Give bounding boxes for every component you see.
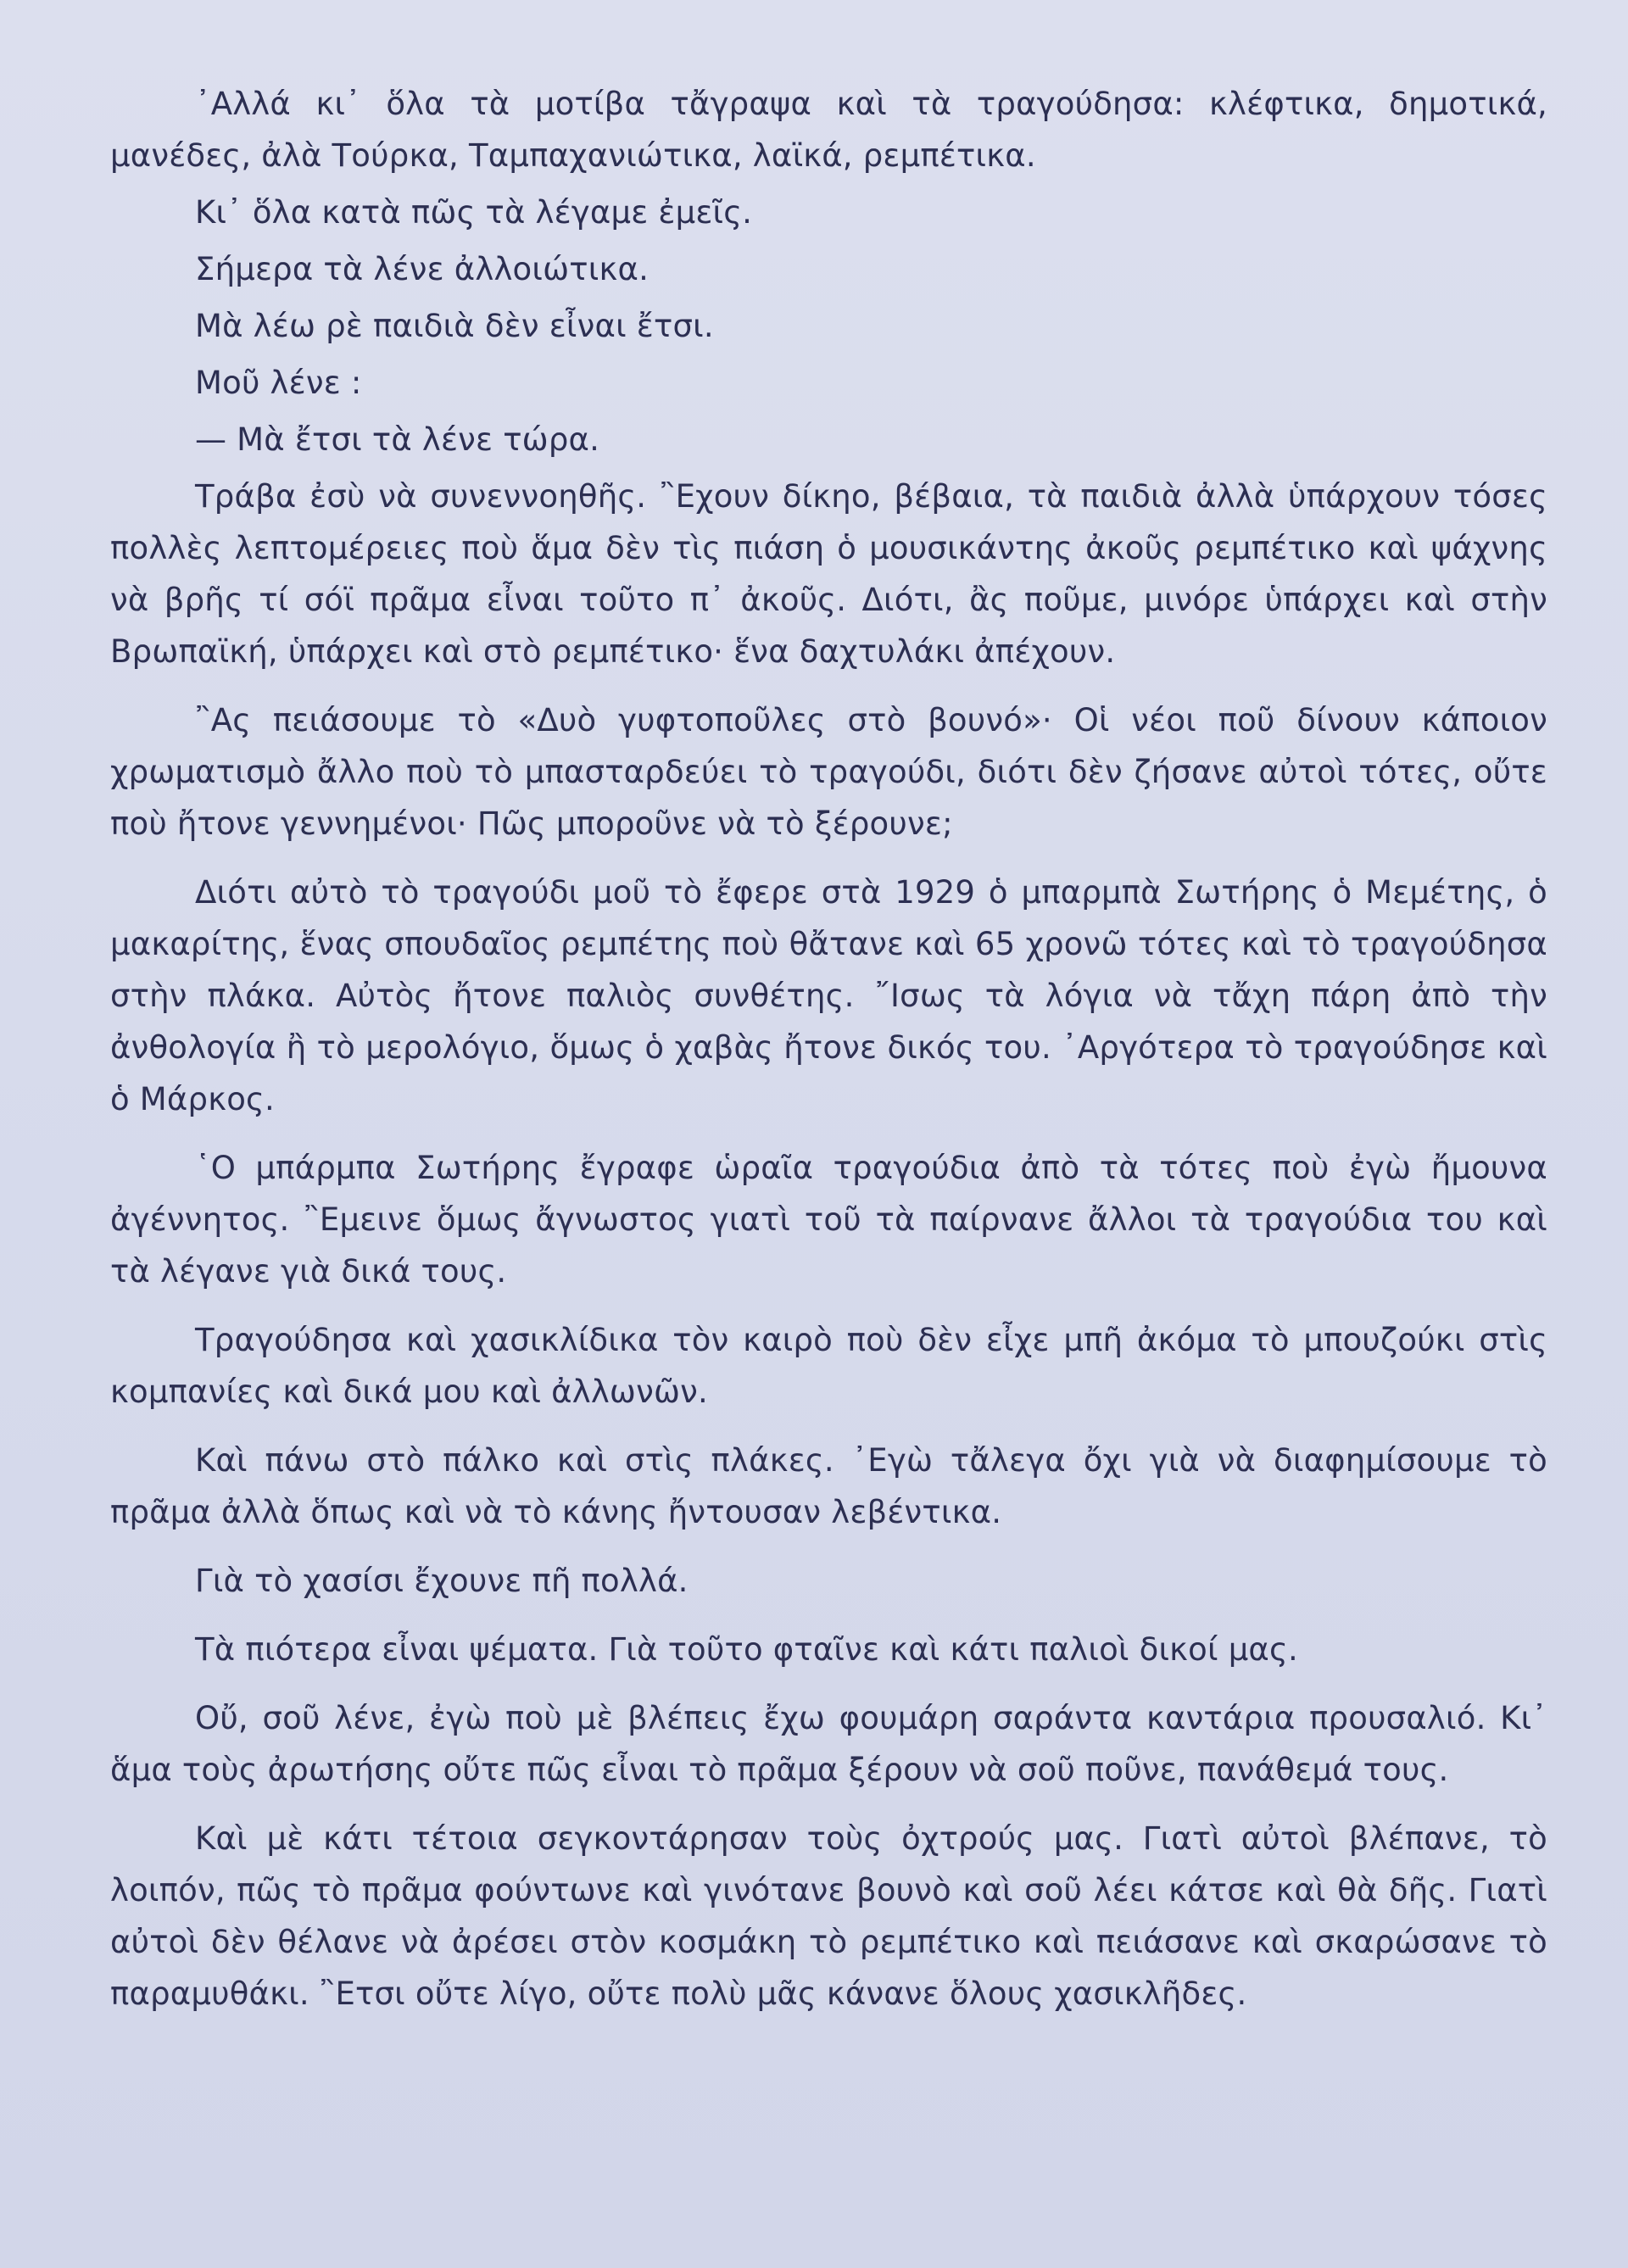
paragraph-8: ῍Ας πειάσουμε τὸ «Δυὸ γυφτοποῦλες στὸ βουνό»· Οἱ νέοι ποῦ δίνουν κάποιον χρωματισμὸ ἄλλο ποὺ τὸ μπασταρδεύει τὸ τραγούδι, διότι δὲν ζήσανε αὐτοὶ τότες, οὔτε ποὺ ἤτονε γεννημένοι· Πῶς μποροῦνε νὰ τὸ ξέρουνε; [110, 702, 1547, 842]
paragraph-9: Διότι αὐτὸ τὸ τραγούδι μοῦ τὸ ἔφερε στὰ 1929 ὁ μπαρμπὰ Σωτήρης ὁ Μεμέτης, ὁ μακαρίτης, ἕνας σπουδαῖος ρεμπέτης ποὺ θἄτανε καὶ 65 χρονῶ τότες καὶ τὸ τραγούδησα στὴν πλάκα. Αὐτὸς ἤτονε παλιὸς συνθέτης. ῎Ισως τὰ λόγια νὰ τἄχη πάρη ἀπὸ τὴν ἀνθολογία ἢ τὸ μερολόγιο, ὅμως ὁ χαβὰς ἤτονε δικός του. ᾽Αργότερα τὸ τραγούδησε καὶ ὁ Μάρκος. [110, 874, 1547, 1117]
paragraph-16: Καὶ μὲ κάτι τέτοια σεγκοντάρησαν τοὺς ὀχτρούς μας. Γιατὶ αὐτοὶ βλέπανε, τὸ λοιπόν, πῶς τὸ πρᾶμα φούντωνε καὶ γινότανε βουνὸ καὶ σοῦ λέει κάτσε καὶ θὰ δῆς. Γιατὶ αὐτοὶ δὲν θέλανε νὰ ἀρέσει στὸν κοσμάκη τὸ ρεμπέτικο καὶ πειάσανε καὶ σκαρώσανε τὸ παραμυθάκι. ῍Ετσι οὔτε λίγο, οὔτε πολὺ μᾶς κάνανε ὅλους χασικλῆδες. [110, 1820, 1547, 2012]
paragraph-7: Τράβα ἐσὺ νὰ συνεννοηθῆς. ῍Εχουν δίκηο, βέβαια, τὰ παιδιὰ ἀλλὰ ὑπάρχουν τόσες πολλὲς λεπτομέρειες ποὺ ἅμα δὲν τὶς πιάση ὁ μουσικάντης ἀκοῦς ρεμπέτικο καὶ ψάχνης νὰ βρῆς τί σόϊ πρᾶμα εἶναι τοῦτο π᾽ ἀκοῦς. Διότι, ἂς ποῦμε, μινόρε ὑπάρχει καὶ στὴν Βρωπαϊκή, ὑπάρχει καὶ στὸ ρεμπέτικο· ἕνα δαχτυλάκι ἀπέχουν. [110, 478, 1547, 670]
paragraph-3: Σήμερα τὰ λένε ἀλλοιώτικα. [195, 251, 650, 287]
paragraph-5: Μοῦ λένε : [195, 365, 362, 401]
paragraph-6: — Μὰ ἔτσι τὰ λένε τώρα. [195, 421, 600, 458]
paragraph-4: Μὰ λέω ρὲ παιδιὰ δὲν εἶναι ἔτσι. [195, 308, 714, 344]
page-text [110, 78, 1547, 2020]
paragraph-13: Γιὰ τὸ χασίσι ἔχουνε πῆ πολλά. [195, 1563, 689, 1599]
paragraph-10: ῾Ο μπάρμπα Σωτήρης ἔγραφε ὡραῖα τραγούδια ἀπὸ τὰ τότες ποὺ ἐγὼ ἤμουνα ἀγέννητος. ῍Εμεινε ὅμως ἄγνωστος γιατὶ τοῦ τὰ παίρνανε ἄλλοι τὰ τραγούδια του καὶ τὰ λέγανε γιὰ δικά τους. [110, 1150, 1547, 1290]
paragraph-2: Κι᾽ ὅλα κατὰ πῶς τὰ λέγαμε ἐμεῖς. [195, 194, 753, 231]
paragraph-11: Τραγούδησα καὶ χασικλίδικα τὸν καιρὸ ποὺ δὲν εἶχε μπῆ ἀκόμα τὸ μπουζούκι στὶς κομπανίες καὶ δικά μου καὶ ἀλλωνῶν. [110, 1322, 1547, 1410]
paragraph-1: ᾽Αλλά κι᾽ ὅλα τὰ μοτίβα τἄγραψα καὶ τὰ τραγούδησα: κλέφτικα, δημοτικά, μανέδες, ἀλὰ Τούρκα, Ταμπαχανιώτικα, λαϊκά, ρεμπέτικα. [110, 86, 1547, 174]
paragraph-15: Οὔ, σοῦ λένε, ἐγὼ ποὺ μὲ βλέπεις ἔχω φουμάρη σαράντα καντάρια προυσαλιό. Κι᾽ ἅμα τοὺς ἀρωτήσης οὔτε πῶς εἶναι τὸ πρᾶμα ξέρουν νὰ σοῦ ποῦνε, πανάθεμά τους. [110, 1700, 1547, 1788]
paragraph-12: Καὶ πάνω στὸ πάλκο καὶ στὶς πλάκες. ᾽Εγὼ τἄλεγα ὄχι γιὰ νὰ διαφημίσουμε τὸ πρᾶμα ἀλλὰ ὅπως καὶ νὰ τὸ κάνης ἤντουσαν λεβέντικα. [110, 1442, 1547, 1530]
paragraph-14: Τὰ πιότερα εἶναι ψέματα. Γιὰ τοῦτο φταῖνε καὶ κάτι παλιοὶ δικοί μας. [195, 1631, 1298, 1668]
